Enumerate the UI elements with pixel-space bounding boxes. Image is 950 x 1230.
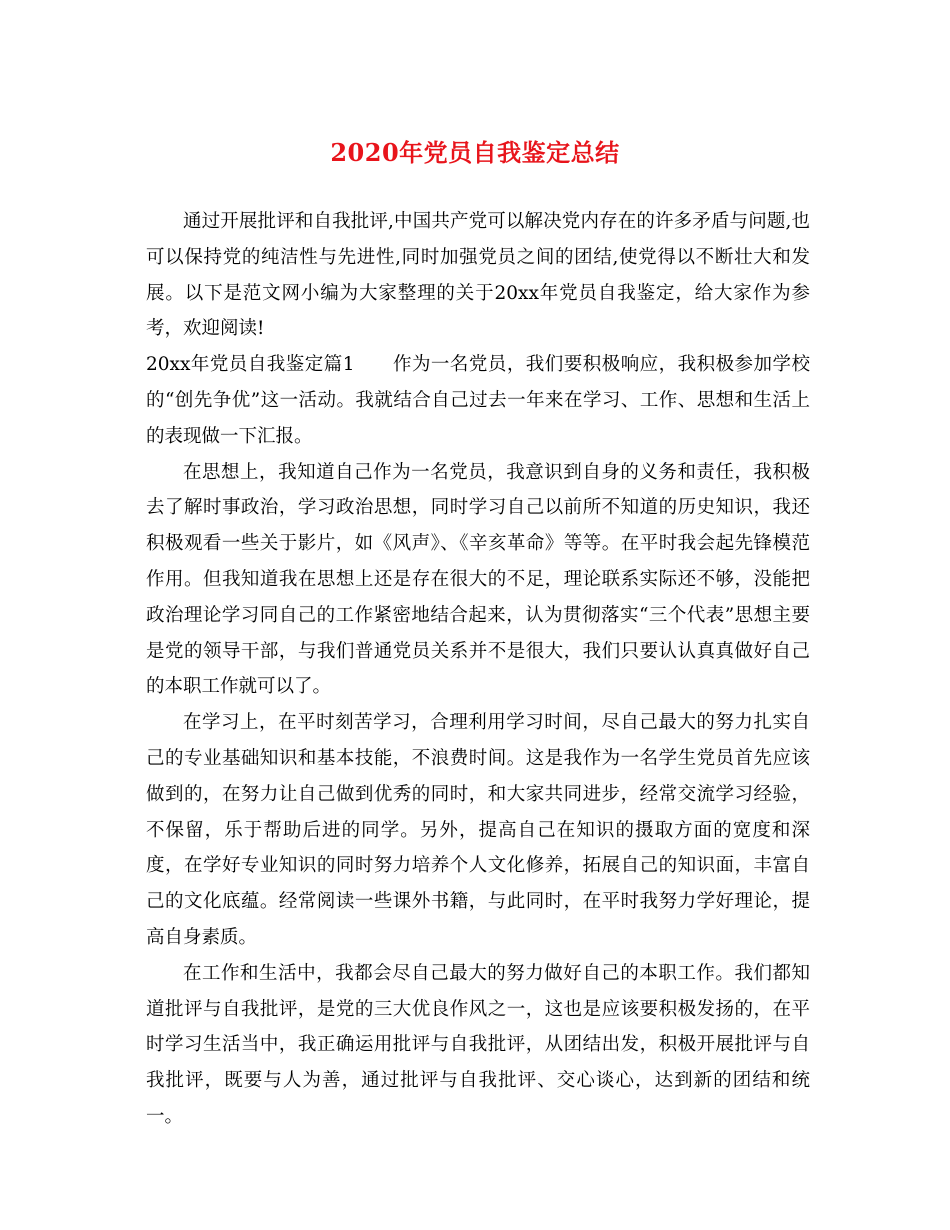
work-life-paragraph: 在工作和生活中，我都会尽自己最大的努力做好自己的本职工作。我们都知道批评与自我批评，是党的三大优良作风之一，这也是应该要积极发扬的，在平时学习生活当中，我正确运用批评与自我批评，从团结出发，积极开展批评与自我批评，既要与人为善，通过批评与自我批评、交心谈心，达到新的团结和统一。 bbox=[146, 962, 810, 1127]
intro-paragraph: 通过开展批评和自我批评,中国共产党可以解决党内存在的许多矛盾与问题,也可以保持党的纯洁性与先进性,同时加强党员之间的团结,使党得以不断壮大和发展。以下是范文网小编为大家整理的关于20xx年党员自我鉴定，给大家作为参考，欢迎阅读! bbox=[146, 211, 810, 340]
thought-paragraph: 在思想上，我知道自己作为一名党员，我意识到自身的义务和责任，我积极去了解时事政治，学习政治思想，同时学习自己以前所不知道的历史知识，我还积极观看一些关于影片，如《风声》、《辛亥革命》等等。在平时我会起先锋模范作用。但我知道我在思想上还是存在很大的不足，理论联系实际还不够，没能把政治理论学习同自己的工作紧密地结合起来，认为贯彻落实“三个代表”思想主要是党的领导干部，与我们普通党员关系并不是很大，我们只要认认真真做好自己的本职工作就可以了。 bbox=[146, 461, 810, 698]
document-body bbox=[146, 204, 810, 1135]
section-1-paragraph bbox=[146, 347, 810, 454]
study-paragraph: 在学习上，在平时刻苦学习，合理利用学习时间，尽自己最大的努力扎实自己的专业基础知识和基本技能，不浪费时间。这是我作为一名学生党员首先应该做到的，在努力让自己做到优秀的同时，和大家共同进步，经常交流学习经验，不保留，乐于帮助后进的同学。另外，提高自己在知识的摄取方面的宽度和深度，在学好专业知识的同时努力培养个人文化修养，拓展自己的知识面，丰富自己的文化底蕴。经常阅读一些课外书籍，与此同时，在平时我努力学好理论，提高自身素质。 bbox=[146, 712, 810, 948]
document-title: 2020年党员自我鉴定总结 bbox=[330, 138, 620, 167]
section-1-text: 作为一名党员，我们要积极响应，我积极参加学校的“创先争优”这一活动。我就结合自己过去一年来在学习、工作、思想和生活上的表现做一下汇报。 bbox=[146, 354, 810, 447]
section-1-heading: 20xx年党员自我鉴定篇1 bbox=[146, 354, 355, 376]
